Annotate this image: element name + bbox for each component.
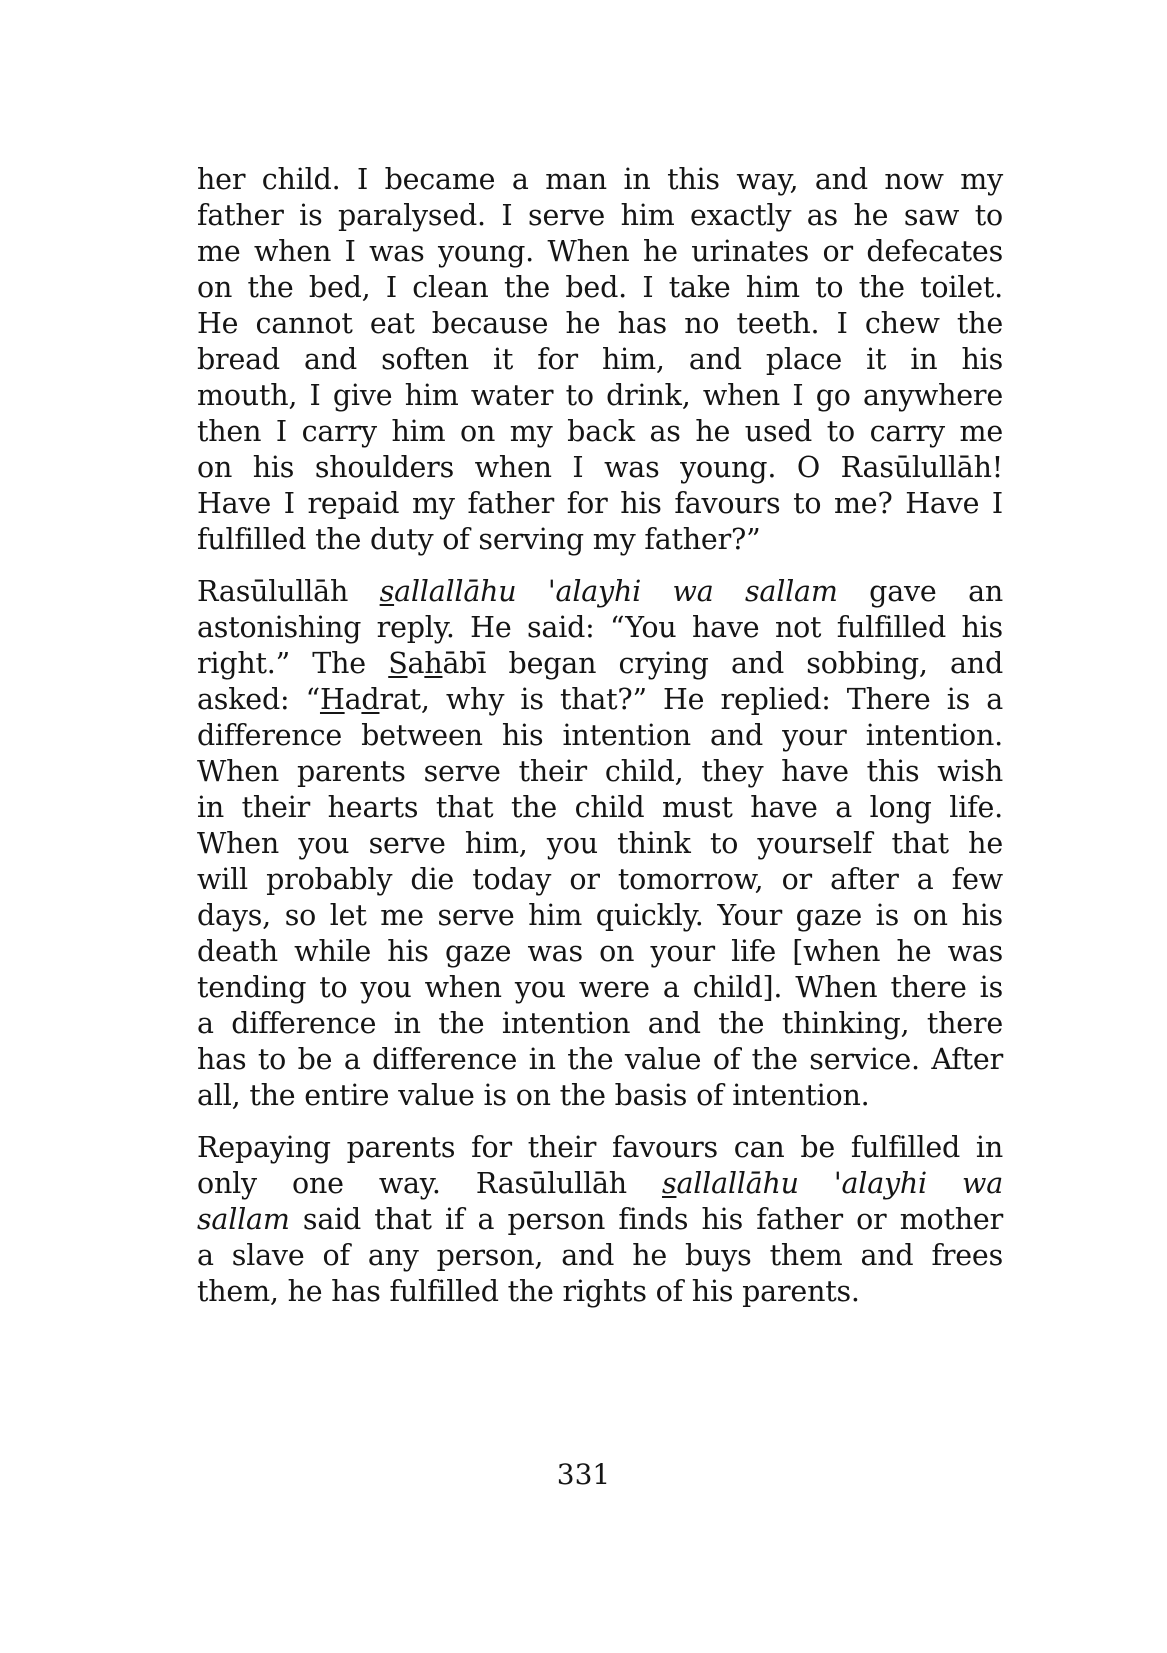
text-line: mouth, I give him water to drink, when I go anywhere (197, 379, 1003, 412)
text-line: When you serve him, you think to yourself that he (197, 827, 1003, 860)
text-line: bread and soften it for him, and place it in his (197, 343, 1003, 376)
text-line: in their hearts that the child must have a long life. (197, 791, 1003, 824)
text-line: astonishing reply. He said: “You have not fulfilled his (197, 611, 1003, 644)
text-line: her child. I became a man in this way, and now my (197, 163, 1003, 196)
text-line: difference between his intention and your intention. (197, 719, 1003, 752)
transliteration-underlined-letter: s (662, 1167, 677, 1200)
text-line: He cannot eat because he has no teeth. I chew the (197, 307, 1003, 340)
text-run: rat, why is that?” He replied: There is a (379, 683, 1004, 716)
text-line: them, he has fulfilled the rights of his parents. (197, 1275, 860, 1308)
text-run: ābī began crying and sobbing, and (442, 647, 1003, 680)
text-run: only one way. Rasūlullāh (197, 1167, 663, 1200)
paragraph-1 (197, 162, 1003, 558)
text-line: me when I was young. When he urinates or defecates (197, 235, 1003, 268)
text-line (197, 574, 1003, 610)
body-text (197, 162, 1003, 1326)
honorific-italic: sallam (197, 1203, 290, 1236)
honorific-italic: allallāhu 'alayhi wa (676, 1167, 1003, 1200)
paragraph-2 (197, 574, 1003, 1114)
text-line: a slave of any person, and he buys them and frees (197, 1239, 1003, 1272)
text-run: a (344, 683, 362, 716)
text-line: Repaying parents for their favours can be fulfilled in (197, 1131, 1003, 1164)
page-number: 331 (556, 1458, 611, 1491)
text-run: a (407, 647, 425, 680)
text-run: said that if a person finds his father or mother (289, 1203, 1003, 1236)
text-line: fulfilled the duty of serving my father?” (197, 523, 761, 556)
text-line: will probably die today or tomorrow, or after a few (197, 863, 1003, 896)
transliteration-underlined-letter: h (424, 647, 443, 680)
text-line: on the bed, I clean the bed. I take him to the toilet. (197, 271, 1003, 304)
text-run: gave an (837, 575, 1004, 608)
text-line (197, 1166, 1003, 1202)
transliteration-underlined-letter: S (388, 647, 408, 680)
paragraph-3 (197, 1130, 1003, 1310)
text-line: then I carry him on my back as he used to carry me (197, 415, 1003, 448)
text-line: When parents serve their child, they have this wish (197, 755, 1003, 788)
honorific-italic: allallāhu 'alayhi wa sallam (394, 575, 838, 608)
text-line (197, 682, 1003, 718)
text-line: on his shoulders when I was young. O Rasūlullāh! (197, 451, 1003, 484)
text-line: father is paralysed. I serve him exactly as he saw to (197, 199, 1003, 232)
text-line: tending to you when you were a child]. When there is (197, 971, 1003, 1004)
transliteration-underlined-letter: s (379, 575, 395, 608)
text-line: a difference in the intention and the thinking, there (197, 1007, 1003, 1040)
text-run: right.” The (197, 647, 389, 680)
transliteration-underlined-letter: d (361, 683, 380, 716)
text-line: Have I repaid my father for his favours to me? Have I (197, 487, 1003, 520)
text-line: has to be a difference in the value of the service. After (197, 1043, 1003, 1076)
text-line: all, the entire value is on the basis of intention. (197, 1079, 870, 1112)
text-line (197, 646, 1003, 682)
text-run: asked: “ (197, 683, 320, 716)
text-line: death while his gaze was on your life [when he was (197, 935, 1003, 968)
transliteration-underlined-letter: H (319, 683, 345, 716)
text-line (197, 1202, 1003, 1238)
text-run: Rasūlullāh (197, 575, 380, 608)
text-line: days, so let me serve him quickly. Your gaze is on his (197, 899, 1003, 932)
